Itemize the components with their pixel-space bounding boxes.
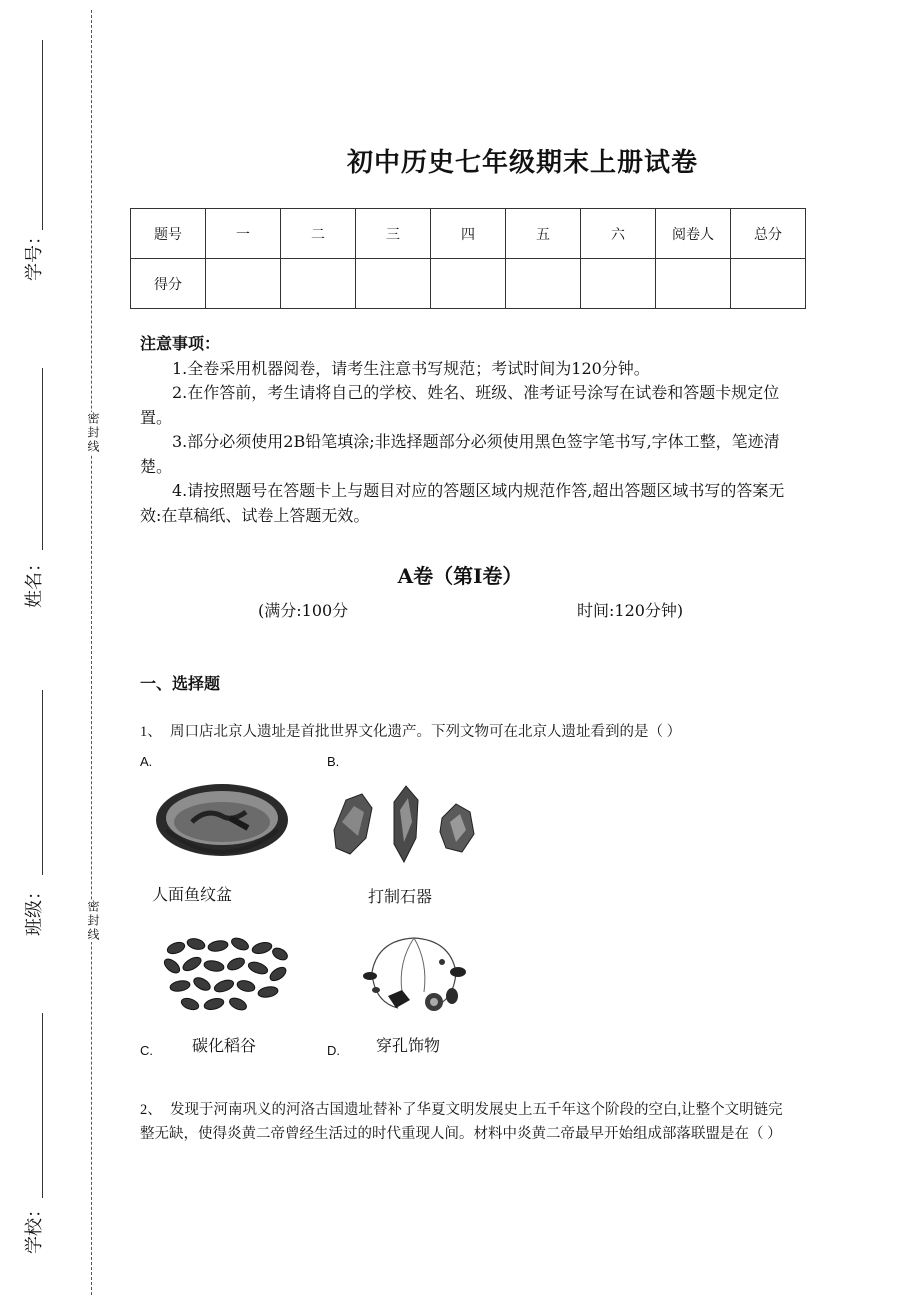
school-label: 学校： [24,1200,45,1254]
name-field-line [42,368,43,550]
score-cell[interactable] [281,259,356,309]
question-number: 2、 [140,1102,162,1118]
score-cell[interactable] [581,259,656,309]
option-c-caption: 碳化稻谷 [192,1038,257,1055]
question-text: 周口店北京人遗址是首批世界文化遗产。下列文物可在北京人遗址看到的是（ ） [170,724,682,740]
question-2 [140,1098,790,1146]
notes-heading: 注意事项： [140,334,221,353]
class-field-line [42,690,43,875]
exam-notes [140,332,788,528]
part-heading: 一、选择题 [140,674,221,693]
header-cell: 总分 [731,209,806,259]
note-item: 1.全卷采用机器阅卷，请考生注意书写规范；考试时间为120分钟。 [172,358,650,378]
header-cell: 四 [431,209,506,259]
option-b-label[interactable]: B. [327,754,340,769]
option-a-label[interactable]: A. [140,754,153,769]
option-b-caption: 打制石器 [368,889,433,906]
note-item: 2.在作答前，考生请将自己的学校、姓名、班级、准考证号涂写在试卷和答题卡规定位置。 [140,383,780,427]
painted-basin-image [152,778,292,870]
score-table [130,208,806,309]
exam-time: 时间:120分钟) [577,601,684,620]
class-label: 班级： [24,882,45,936]
name-label: 姓名： [24,554,45,608]
header-cell: 题号 [131,209,206,259]
seal-line [91,10,92,1295]
header-cell: 三 [356,209,431,259]
full-mark: (满分:100分 [258,601,349,620]
note-item: 4.请按照题号在答题卡上与题目对应的答题区域内规范作答,超出答题区域书写的答案无效:在草稿纸、试卷上答题无效。 [140,481,785,525]
score-table-score-row [131,259,806,309]
seal-text-upper: 密封线 [82,412,100,454]
score-cell[interactable] [656,259,731,309]
question-text: 发现于河南巩义的河洛古国遗址替补了华夏文明发展史上五千年这个阶段的空白,让整个文明链完整无缺，使得炎黄二帝曾经生活过的时代重现人间。材料中炎黄二帝最早开始组成部落联盟是在（ ） [140,1102,783,1142]
student-id-field-line [42,40,43,230]
header-cell: 六 [581,209,656,259]
header-cell: 阅卷人 [656,209,731,259]
option-d-label[interactable]: D. [327,1043,340,1058]
stone-tools-image [328,782,480,866]
score-cell[interactable] [206,259,281,309]
score-cell[interactable] [506,259,581,309]
carbonized-rice-image [162,934,292,1014]
score-cell[interactable] [431,259,506,309]
page-title: 初中历史七年级期末上册试卷 [346,148,698,178]
note-item: 3.部分必须使用2B铅笔填涂;非选择题部分必须使用黑色签字笔书写,字体工整，笔迹清楚。 [140,432,780,476]
perforated-ornaments-image [358,932,470,1016]
header-cell: 二 [281,209,356,259]
score-row-label: 得分 [131,259,206,309]
option-a-caption: 人面鱼纹盆 [152,887,233,904]
option-c-label[interactable]: C. [140,1043,153,1058]
score-cell[interactable] [356,259,431,309]
question-number: 1、 [140,724,162,740]
header-cell: 五 [506,209,581,259]
section-title: A卷（第I卷） [397,564,523,588]
question-1 [140,720,790,744]
student-id-label: 学号： [24,227,45,281]
seal-text-lower: 密封线 [82,900,100,942]
school-field-line [42,1013,43,1198]
score-cell[interactable] [731,259,806,309]
option-d-caption: 穿孔饰物 [376,1038,441,1055]
score-table-header-row [131,209,806,259]
header-cell: 一 [206,209,281,259]
